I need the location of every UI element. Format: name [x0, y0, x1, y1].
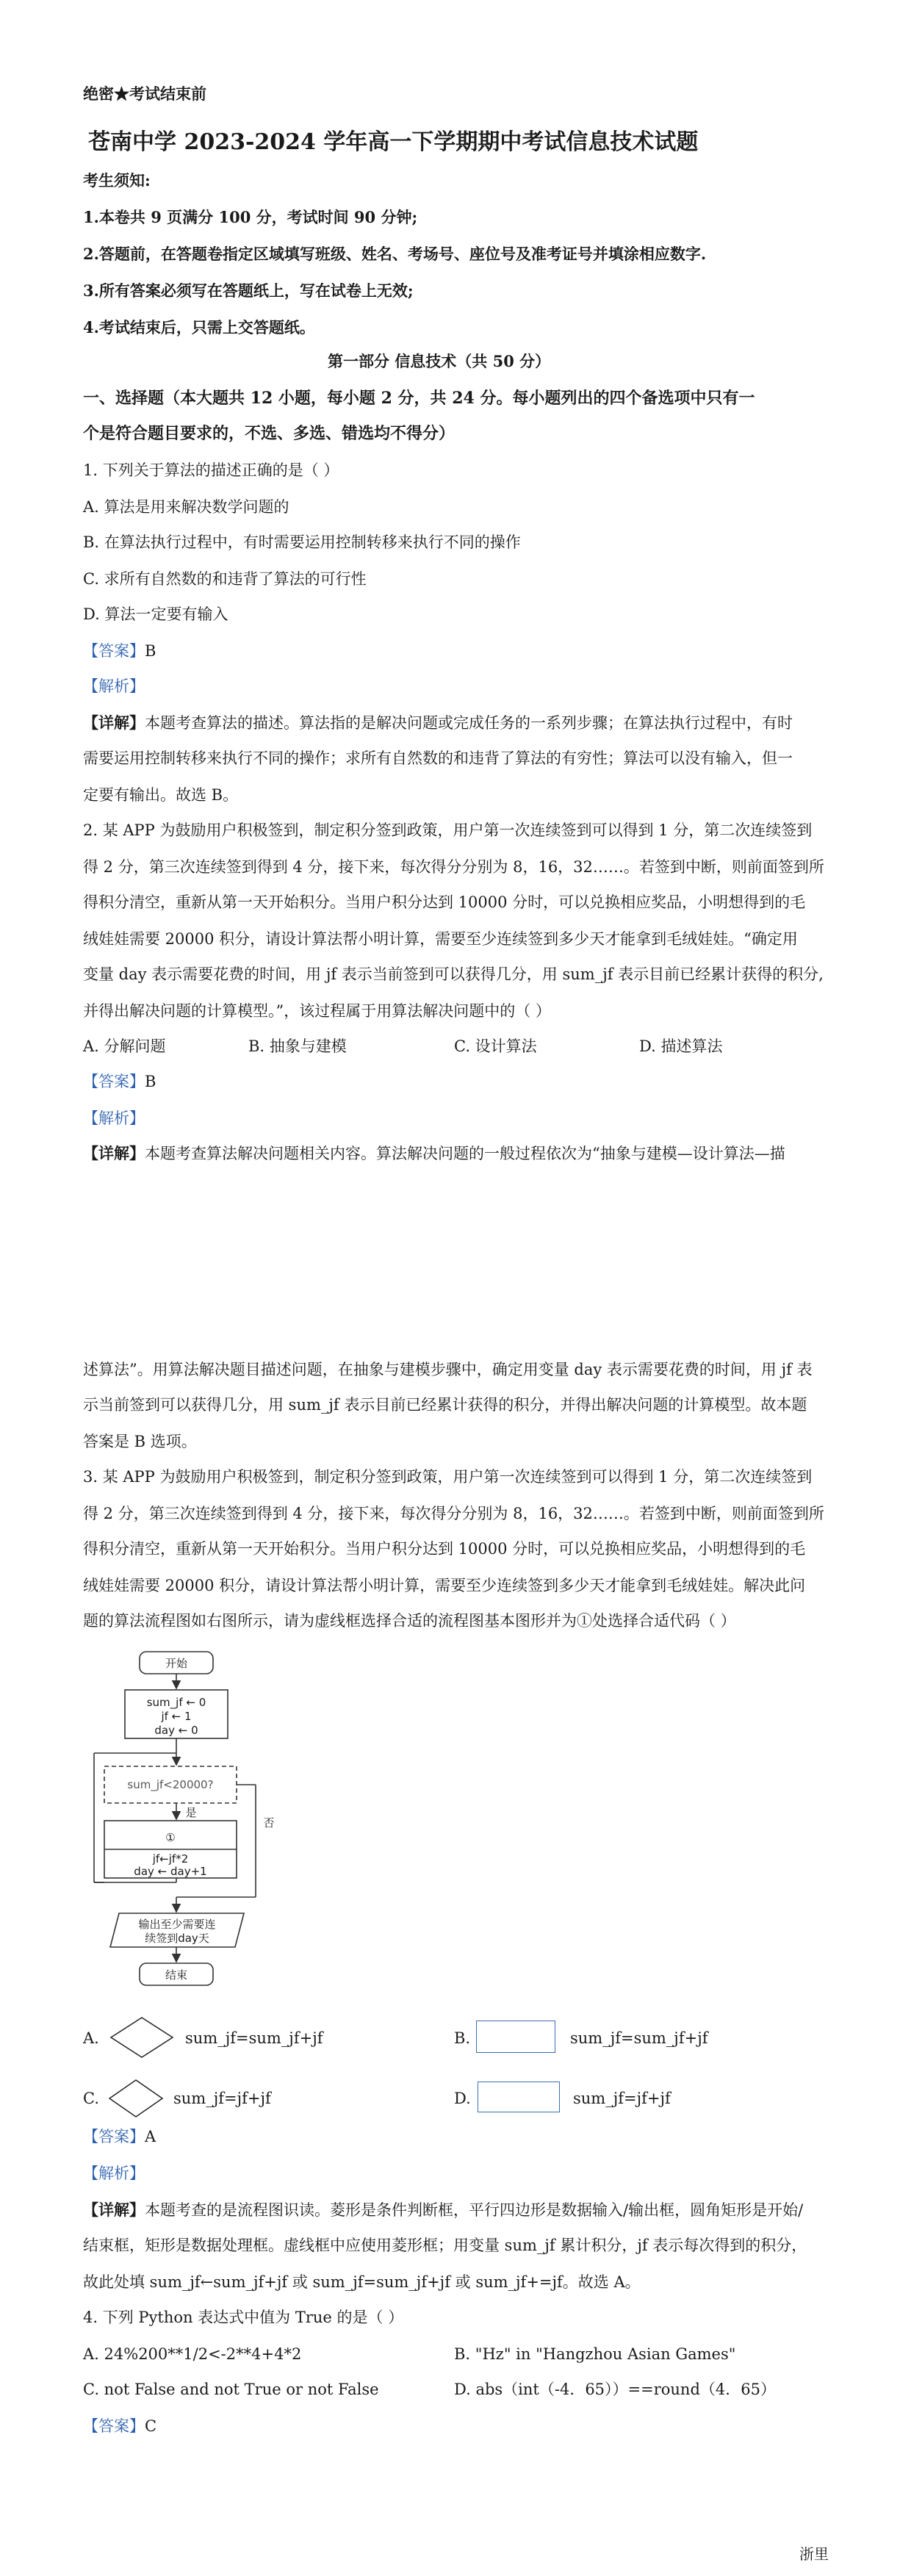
- option-code: sum_jf=sum_jf+jf: [185, 2029, 323, 2047]
- detail-line: 结束框，矩形是数据处理框。虚线框中应使用菱形框；用变量 sum_jf 累计积分，jf 表示每次得到的积分，: [83, 2237, 807, 2254]
- notice-item: 4.考试结束后，只需上交答题纸。: [83, 318, 315, 337]
- footer-mark: 浙里: [799, 2545, 829, 2563]
- option: C. 求所有自然数的和违背了算法的可行性: [83, 570, 367, 588]
- answer-label: 【答案】: [83, 1073, 145, 1090]
- option-letter: C.: [83, 2090, 99, 2107]
- question-stem: 得积分清空，重新从第一天开始积分。当用户积分达到 10000 分时，可以兑换相应奖品，小明想得到的毛: [83, 1540, 806, 1558]
- question-stem: 得积分清空，重新从第一天开始积分。当用户积分达到 10000 分时，可以兑换相应奖品，小明想得到的毛: [83, 893, 806, 911]
- rect-shape-icon: [476, 2021, 555, 2053]
- flow-blank-mark: ①: [165, 1831, 176, 1844]
- option: B. 抽象与建模: [248, 1037, 347, 1055]
- option-letter: D.: [454, 2090, 471, 2107]
- detail-line: 需要运用控制转移来执行不同的操作；求所有自然数的和违背了算法的有穷性；算法可以没有输入，但一: [83, 749, 793, 767]
- flow-start-label: 开始: [165, 1657, 188, 1670]
- answer-label: 【答案】: [83, 2128, 145, 2145]
- flowchart: [73, 1646, 294, 1991]
- question-stem: 题的算法流程图如右图所示，请为虚线框选择合适的流程图基本图形并为①处选择合适代码（ ）: [83, 1612, 736, 1630]
- option-code: sum_jf=sum_jf+jf: [570, 2029, 708, 2047]
- option: D. 算法一定要有输入: [83, 605, 228, 623]
- option-code: sum_jf=jf+jf: [573, 2090, 671, 2107]
- flow-output-label: 续签到day天: [145, 1932, 209, 1945]
- answer-line: [83, 2126, 156, 2147]
- answer-value: A: [145, 2128, 156, 2145]
- option-code: sum_jf=jf+jf: [173, 2090, 271, 2107]
- analysis-label: 【解析】: [83, 677, 145, 695]
- part-title: 第一部分 信息技术（共 50 分）: [328, 352, 551, 370]
- option: B. "Hz" in "Hangzhou Asian Games": [454, 2345, 736, 2363]
- answer-value: B: [145, 1073, 156, 1090]
- detail-label: 【详解】: [83, 713, 145, 732]
- answer-line: [83, 1071, 156, 1092]
- option-letter: B.: [454, 2029, 471, 2047]
- question-stem: 得 2 分，第三次连续签到得到 4 分，接下来，每次得分分别为 8，16，32……。若签到中断，则前面签到所: [83, 858, 824, 876]
- question-stem: 3. 某 APP 为鼓励用户积极签到，制定积分签到政策，用户第一次连续签到可以得到 1 分，第二次连续签到: [83, 1468, 813, 1486]
- section-heading: 一、选择题（本大题共 12 小题，每小题 2 分，共 24 分。每小题列出的四个备选项中只有一: [83, 389, 755, 408]
- option-letter: A.: [83, 2029, 99, 2047]
- answer-line: [83, 641, 156, 661]
- answer-value: C: [145, 2417, 157, 2435]
- option: D. abs（int（-4．65））==round（4．65）: [454, 2381, 776, 2398]
- detail-line: 【详解】本题考查算法的描述。算法指的是解决问题或完成任务的一系列步骤；在算法执行过程中，有时: [83, 713, 793, 732]
- question-stem: 变量 day 表示需要花费的时间，用 jf 表示当前签到可以获得几分，用 sum_jf 表示目前已经累计获得的积分,: [83, 965, 824, 983]
- flow-output-label: 输出至少需要连: [138, 1918, 216, 1931]
- option: D. 描述算法: [639, 1037, 723, 1055]
- option: A. 分解问题: [83, 1037, 166, 1055]
- notice-heading: 考生须知:: [83, 171, 151, 190]
- rect-shape-icon: [478, 2082, 560, 2112]
- flow-init-label: sum_jf ← 0: [146, 1696, 206, 1709]
- detail-label: 【详解】: [83, 2201, 145, 2219]
- question-stem: 得 2 分，第三次连续签到得到 4 分，接下来，每次得分分别为 8，16，32……。若签到中断，则前面签到所: [83, 1505, 824, 1522]
- detail-line: 【详解】本题考查的是流程图识读。菱形是条件判断框，平行四边形是数据输入/输出框，圆角矩形是开始/: [83, 2201, 804, 2219]
- question-stem: 绒娃娃需要 20000 积分，请设计算法帮小明计算，需要至少连续签到多少天才能拿到毛绒娃娃。解决此问: [83, 1577, 806, 1594]
- flow-body-label: day ← day+1: [134, 1865, 207, 1878]
- option: B. 在算法执行过程中，有时需要运用控制转移来执行不同的操作: [83, 533, 521, 551]
- detail-label: 【详解】: [83, 1144, 145, 1162]
- option: C. not False and not True or not False: [83, 2381, 379, 2398]
- analysis-label: 【解析】: [83, 2165, 145, 2182]
- answer-value: B: [145, 642, 156, 660]
- answer-label: 【答案】: [83, 2417, 145, 2435]
- flow-no-label: 否: [263, 1816, 275, 1830]
- detail-line: 示当前签到可以获得几分，用 sum_jf 表示目前已经累计获得的积分，并得出解决问题的计算模型。故本题: [83, 1396, 807, 1414]
- question-stem: 2. 某 APP 为鼓励用户积极签到，制定积分签到政策，用户第一次连续签到可以得到 1 分，第二次连续签到: [83, 821, 813, 839]
- question-stem: 并得出解决问题的计算模型。”，该过程属于用算法解决问题中的（ ）: [83, 1002, 551, 1020]
- flow-init-label: jf ← 1: [161, 1710, 192, 1723]
- option: C. 设计算法: [454, 1037, 537, 1055]
- diamond-shape-icon: [107, 2078, 165, 2119]
- flow-init-label: day ← 0: [154, 1724, 198, 1737]
- flow-condition-label: sum_jf<20000?: [127, 1778, 214, 1791]
- detail-line: 答案是 B 选项。: [83, 1433, 197, 1450]
- page-title: 苍南中学 2023-2024 学年高一下学期期中考试信息技术试题: [88, 129, 699, 155]
- question-stem: 4. 下列 Python 表达式中值为 True 的是（ ）: [83, 2309, 404, 2326]
- notice-item: 3.所有答案必须写在答题纸上，写在试卷上无效;: [83, 281, 414, 300]
- section-heading: 个是符合题目要求的，不选、多选、错选均不得分）: [83, 424, 455, 443]
- question-stem: 绒娃娃需要 20000 积分，请设计算法帮小明计算，需要至少连续签到多少天才能拿到毛绒娃娃。“确定用: [83, 930, 798, 948]
- detail-line: 【详解】本题考查算法解决问题相关内容。算法解决问题的一般过程依次为“抽象与建模—设计算法—描: [83, 1144, 785, 1162]
- option: A. 算法是用来解决数学问题的: [83, 498, 289, 516]
- question-stem: 1. 下列关于算法的描述正确的是（ ）: [83, 461, 339, 479]
- secret-label: 绝密★考试结束前: [83, 84, 206, 103]
- flow-end-label: 结束: [165, 1968, 188, 1982]
- detail-line: 述算法”。用算法解决题目描述问题，在抽象与建模步骤中，确定用变量 day 表示需要花费的时间，用 jf 表: [83, 1361, 813, 1378]
- detail-line: 定要有输出。故选 B。: [83, 786, 239, 804]
- notice-item: 2.答题前，在答题卷指定区域填写班级、姓名、考场号、座位号及准考证号并填涂相应数字.: [83, 245, 707, 263]
- detail-line: 故此处填 sum_jf←sum_jf+jf 或 sum_jf=sum_jf+jf 或 sum_jf+=jf。故选 A。: [83, 2273, 641, 2291]
- flow-body-label: jf←jf*2: [152, 1852, 189, 1866]
- answer-label: 【答案】: [83, 642, 145, 660]
- flow-yes-label: 是: [185, 1806, 197, 1819]
- option: A. 24%200**1/2<-2**4+4*2: [83, 2345, 302, 2363]
- answer-line: [83, 2416, 156, 2436]
- analysis-label: 【解析】: [83, 1109, 145, 1127]
- notice-item: 1.本卷共 9 页满分 100 分，考试时间 90 分钟;: [83, 208, 418, 226]
- diamond-shape-icon: [109, 2015, 175, 2059]
